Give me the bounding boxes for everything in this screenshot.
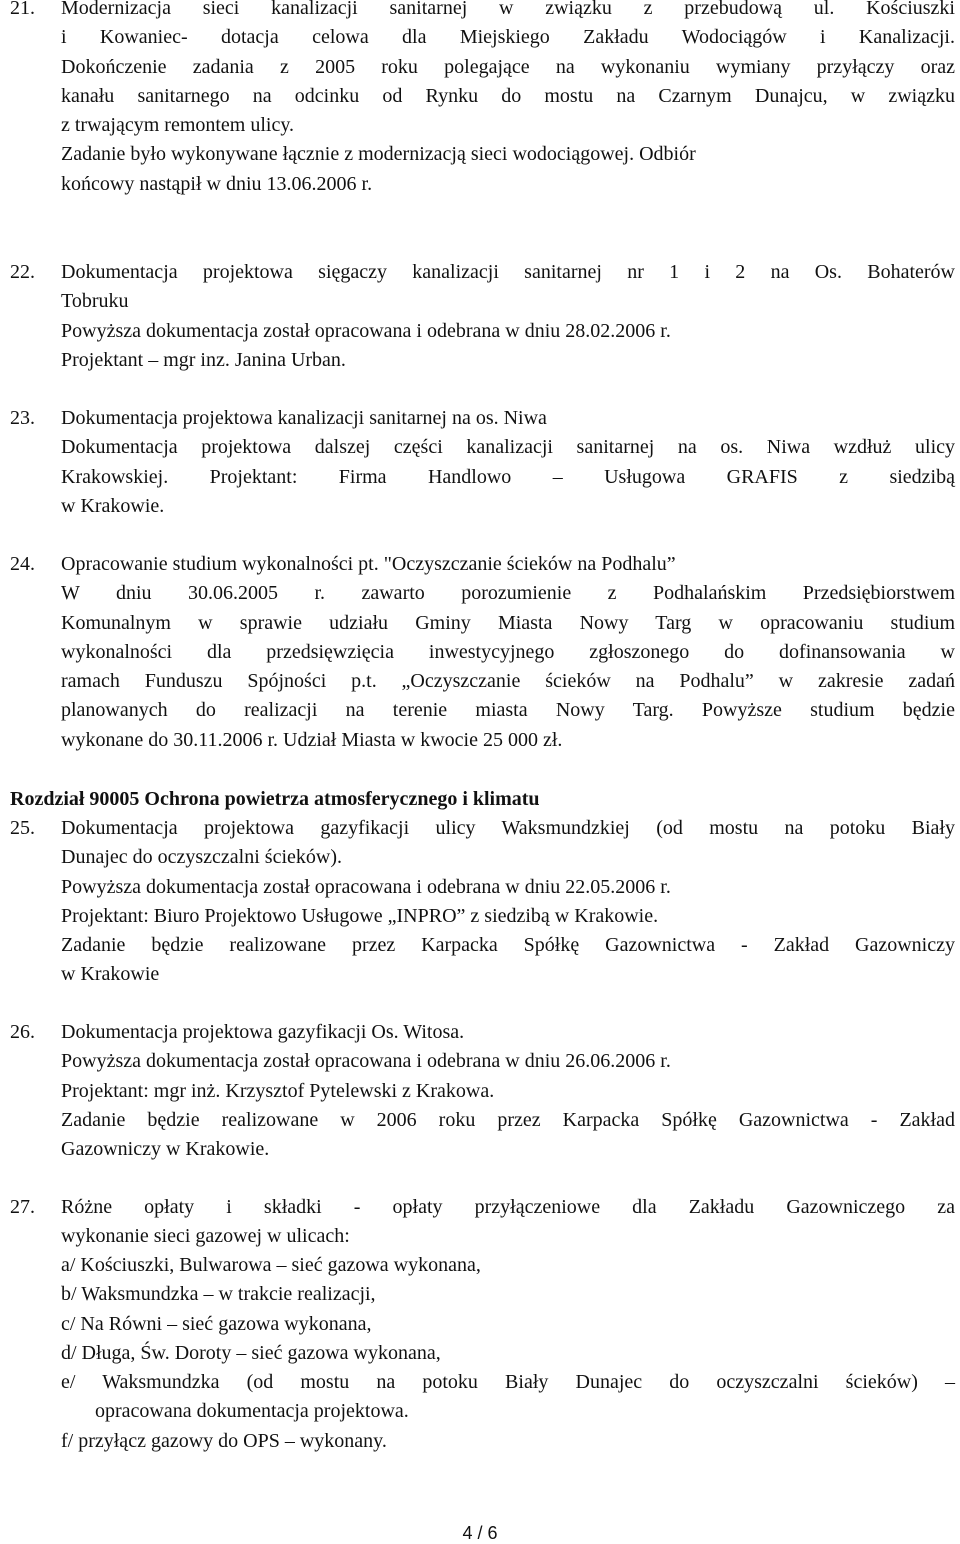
- text-line: końcowy nastąpił w dniu 13.06.2006 r.: [61, 172, 373, 195]
- text-line: kanału sanitarnego na odcinku od Rynku do mostu na Czarnym Dunajcu, w związku: [61, 84, 955, 107]
- text-line: z trwającym remontem ulicy.: [61, 114, 295, 137]
- item-number: 23.: [10, 407, 35, 429]
- text-line: Różne opłaty i składki - opłaty przyłączeniowe dla Zakładu Gazowniczego za: [61, 1196, 955, 1218]
- item-text: [61, 404, 955, 521]
- text-line: Gazowniczy w Krakowie.: [61, 1138, 270, 1161]
- item-number: 25.: [10, 817, 35, 839]
- item-text: [61, 550, 955, 755]
- item-number: 26.: [10, 1021, 35, 1043]
- text-line: wykonalności dla przedsięwzięcia inwestycyjnego zgłoszonego do dofinansowania w: [61, 640, 955, 663]
- sub-list-item: b/ Waksmundzka – w trakcie realizacji,: [61, 1283, 376, 1306]
- text-line: w Krakowie: [61, 963, 160, 986]
- text-line: Dunajec do oczyszczalni ścieków).: [61, 846, 342, 869]
- item-text: [61, 0, 955, 199]
- item-number: 21.: [10, 0, 35, 19]
- text-line: W dniu 30.06.2005 r. zawarto porozumienie z Podhalańskim Przedsiębiorstwem: [61, 582, 955, 605]
- text-line: Dokończenie zadania z 2005 roku polegające na wykonaniu wymiany przyłączy oraz: [61, 55, 955, 78]
- sub-list-item: e/ Waksmundzka (od mostu na potoku Biały Dunajec do oczyszczalni ścieków) –: [61, 1371, 955, 1394]
- text-line: Opracowanie studium wykonalności pt. "Oczyszczanie ścieków na Podhalu”: [61, 553, 676, 575]
- text-line: w Krakowie.: [61, 494, 165, 517]
- item-number: 27.: [10, 1196, 35, 1218]
- sub-list-item: c/ Na Równi – sieć gazowa wykonana,: [61, 1312, 372, 1335]
- item-text: [61, 258, 955, 375]
- sub-list: [61, 1251, 955, 1456]
- text-line: Projektant – mgr inz. Janina Urban.: [61, 348, 346, 371]
- text-line: Zadanie będzie realizowane przez Karpacka Spółkę Gazownictwa - Zakład Gazowniczy: [61, 934, 955, 957]
- item-text: [61, 1018, 955, 1164]
- text-line: Dokumentacja projektowa dalszej części kanalizacji sanitarnej na os. Niwa wzdłuż ulicy: [61, 436, 955, 459]
- text-line: wykonanie sieci gazowej w ulicach:: [61, 1225, 350, 1248]
- item-text: [61, 1193, 955, 1252]
- text-line: Projektant: Biuro Projektowo Usługowe „INPRO” z siedzibą w Krakowie.: [61, 904, 659, 927]
- text-line: Zadanie będzie realizowane w 2006 roku przez Karpacka Spółkę Gazownictwa - Zakład: [61, 1108, 955, 1131]
- item-number: 22.: [10, 261, 35, 283]
- text-line: Krakowskiej. Projektant: Firma Handlowo – Usługowa GRAFIS z siedzibą: [61, 465, 955, 488]
- text-line: wykonane do 30.11.2006 r. Udział Miasta w kwocie 25 000 zł.: [61, 728, 563, 751]
- sub-list-item: a/ Kościuszki, Bulwarowa – sieć gazowa wykonana,: [61, 1254, 481, 1276]
- sub-list-item: f/ przyłącz gazowy do OPS – wykonany.: [61, 1429, 387, 1452]
- text-line: Powyższa dokumentacja został opracowana i odebrana w dniu 28.02.2006 r.: [61, 319, 671, 342]
- item-text: [61, 814, 955, 990]
- text-line: Dokumentacja projektowa gazyfikacji Os. Witosa.: [61, 1021, 465, 1043]
- text-line: Powyższa dokumentacja został opracowana i odebrana w dniu 22.05.2006 r.: [61, 875, 671, 898]
- text-line: Projektant: mgr inż. Krzysztof Pytelewski z Krakowa.: [61, 1079, 495, 1102]
- text-line: Tobruku: [61, 290, 129, 313]
- text-line: Powyższa dokumentacja został opracowana i odebrana w dniu 26.06.2006 r.: [61, 1050, 671, 1073]
- text-line: i Kowaniec- dotacja celowa dla Miejskiego Zakładu Wodociągów i Kanalizacji.: [61, 26, 955, 49]
- sub-list-item: opracowana dokumentacja projektowa.: [95, 1400, 409, 1423]
- text-line: planowanych do realizacji na terenie miasta Nowy Targ. Powyższe studium będzie: [61, 699, 955, 722]
- text-line: Modernizacja sieci kanalizacji sanitarnej w związku z przebudową ul. Kościuszki: [61, 0, 955, 19]
- text-line: Komunalnym w sprawie udziału Gminy Miasta Nowy Targ w opracowaniu studium: [61, 611, 955, 634]
- text-line: Zadanie było wykonywane łącznie z modernizacją sieci wodociągowej. Odbiór: [61, 143, 696, 166]
- text-line: ramach Funduszu Spójności p.t. „Oczyszczanie ścieków na Podhalu” w zakresie zadań: [61, 670, 955, 693]
- text-line: Dokumentacja projektowa gazyfikacji ulicy Waksmundzkiej (od mostu na potoku Biały: [61, 817, 955, 839]
- item-number: 24.: [10, 553, 35, 575]
- page-indicator: 4 / 6: [462, 1523, 498, 1543]
- section-heading: Rozdział 90005 Ochrona powietrza atmosferycznego i klimatu: [10, 788, 540, 810]
- sub-list-item: d/ Długa, Św. Doroty – sieć gazowa wykonana,: [61, 1341, 441, 1364]
- text-line: Dokumentacja projektowa sięgaczy kanalizacji sanitarnej nr 1 i 2 na Os. Bohaterów: [61, 261, 955, 283]
- text-line: Dokumentacja projektowa kanalizacji sanitarnej na os. Niwa: [61, 407, 547, 429]
